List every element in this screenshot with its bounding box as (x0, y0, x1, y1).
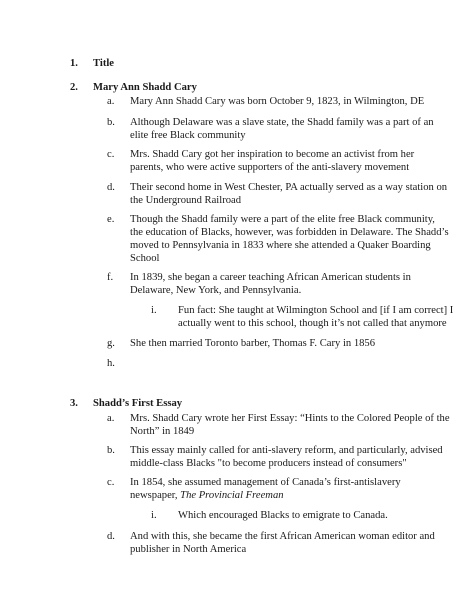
list-item-marker: g. (107, 338, 115, 349)
section-1-title: Title (93, 58, 114, 69)
sub-item-marker: i. (151, 510, 157, 521)
list-item-text: Mary Ann Shadd Cary was born October 9, 1823, in Wilmington, DE (130, 96, 425, 107)
list-item-text: the Underground Railroad (130, 195, 242, 206)
list-item-text: publisher in North America (130, 544, 247, 555)
list-item-text: Though the Shadd family were a part of the elite free Black community, (130, 214, 435, 225)
sub-item-text: Which encouraged Blacks to emigrate to Canada. (178, 510, 388, 521)
list-item-text: In 1854, she assumed management of Canada’s first-antislavery (130, 477, 401, 488)
list-item-text: Delaware, New York, and Pennsylvania. (130, 285, 302, 296)
list-item-marker: c. (107, 477, 115, 488)
list-item-text: moved to Pennsylvania in 1833 where she attended a Quaker Boarding (130, 240, 431, 251)
list-item-text: parents, who were active supporters of the anti-slavery movement (130, 162, 410, 173)
list-item-text: the education of Blacks, however, was forbidden in Delaware. The Shadd’s (130, 227, 449, 238)
list-item-marker: h. (107, 358, 115, 369)
list-item-text (130, 489, 284, 503)
list-item-text: Their second home in West Chester, PA actually served as a way station on (130, 182, 448, 193)
section-2-title: Mary Ann Shadd Cary (93, 82, 197, 93)
list-item-marker: e. (107, 214, 115, 225)
list-item-text: And with this, she became the first African American woman editor and (130, 531, 435, 542)
list-item-marker: c. (107, 149, 115, 160)
list-item-marker: d. (107, 531, 115, 542)
list-item-marker: a. (107, 413, 115, 424)
newspaper-title: The Provincial Freeman (180, 490, 284, 501)
list-item-text-lead: newspaper, (130, 490, 181, 501)
list-item-marker: b. (107, 117, 115, 128)
list-item-marker: d. (107, 182, 115, 193)
list-item-text: Mrs. Shadd Cary wrote her First Essay: “Hints to the Colored People of the (130, 413, 450, 424)
section-1-number: 1. (70, 58, 78, 69)
list-item-text: Mrs. Shadd Cary got her inspiration to become an activist from her (130, 149, 415, 160)
list-item-marker: b. (107, 445, 115, 456)
sub-item-text: Fun fact: She taught at Wilmington School and [if I am correct] I (178, 305, 454, 316)
sub-item-marker: i. (151, 305, 157, 316)
list-item-text: She then married Toronto barber, Thomas F. Cary in 1856 (130, 338, 376, 349)
list-item-text: School (130, 253, 160, 264)
list-item-text: North” in 1849 (130, 426, 195, 437)
section-3-title: Shadd’s First Essay (93, 398, 183, 409)
list-item-marker: a. (107, 96, 115, 107)
list-item-text: middle-class Blacks "to become producers instead of consumers" (130, 458, 407, 469)
section-3-number: 3. (70, 398, 78, 409)
list-item-text: Although Delaware was a slave state, the Shadd family was a part of an (130, 117, 434, 128)
list-item-marker: f. (107, 272, 114, 283)
list-item-text: elite free Black community (130, 130, 246, 141)
section-2-number: 2. (70, 82, 78, 93)
sub-item-text: actually went to this school, though it’s not called that anymore (178, 318, 447, 329)
list-item-text: In 1839, she began a career teaching African American students in (130, 272, 411, 283)
list-item-text: This essay mainly called for anti-slavery reform, and particularly, advised (130, 445, 443, 456)
